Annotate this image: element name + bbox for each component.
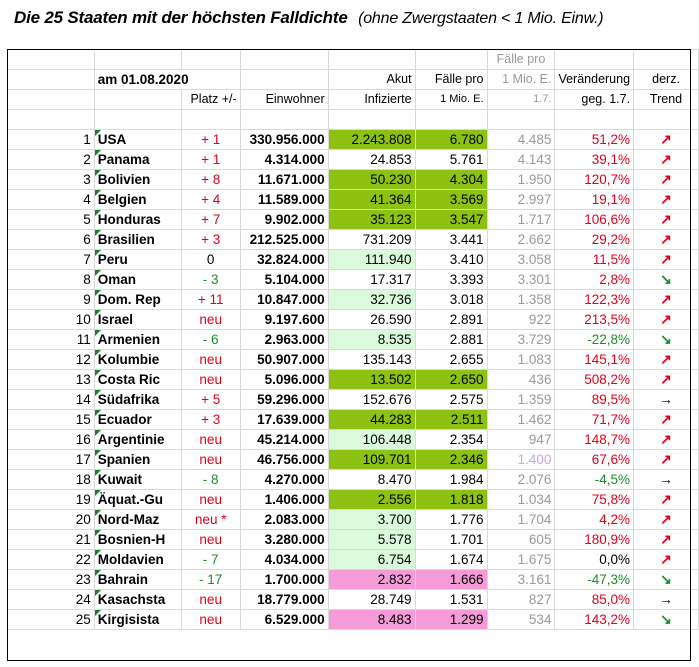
active-cases-cell: 135.143	[328, 350, 415, 370]
cases-per-million-cell: 5.761	[415, 150, 487, 170]
previous-cases-cell: 1.083	[487, 350, 555, 370]
rank-change-cell: - 6	[181, 330, 240, 350]
population-cell: 5.096.000	[240, 370, 328, 390]
active-cases-cell: 8.535	[328, 330, 415, 350]
rank-change-cell: neu	[181, 610, 240, 630]
table-row	[8, 530, 699, 550]
active-cases-cell: 8.470	[328, 470, 415, 490]
rank-change-cell: neu *	[181, 510, 240, 530]
rank-change-cell: + 1	[181, 130, 240, 150]
country-cell: Kirgisista	[94, 610, 181, 630]
cases-per-million-cell: 1.776	[415, 510, 487, 530]
cases-per-million-cell: 2.655	[415, 350, 487, 370]
rank-change-cell: + 1	[181, 150, 240, 170]
change-percent-cell: 85,0%	[555, 590, 634, 610]
header-row-2	[8, 70, 699, 90]
change-percent-cell: 180,9%	[555, 530, 634, 550]
table-row	[8, 470, 699, 490]
previous-cases-cell: 1.950	[487, 170, 555, 190]
rank-cell: 3	[8, 170, 95, 190]
previous-cases-cell: 2.076	[487, 470, 555, 490]
title-subtitle: (ohne Zwergstaaten < 1 Mio. Einw.)	[358, 10, 604, 27]
table-row	[8, 210, 699, 230]
header-row-3	[8, 90, 699, 110]
cases-per-million-cell: 4.304	[415, 170, 487, 190]
previous-cases-cell: 2.997	[487, 190, 555, 210]
active-cases-cell: 2.832	[328, 570, 415, 590]
rank-cell: 23	[8, 570, 95, 590]
table-row	[8, 390, 699, 410]
change-percent-cell: 120,7%	[555, 170, 634, 190]
previous-cases-cell: 4.485	[487, 130, 555, 150]
change-percent-cell: 213,5%	[555, 310, 634, 330]
rank-cell: 6	[8, 230, 95, 250]
previous-cases-cell: 3.058	[487, 250, 555, 270]
population-cell: 212.525.000	[240, 230, 328, 250]
previous-cases-cell: 1.400	[487, 450, 555, 470]
country-cell: Oman	[94, 270, 181, 290]
previous-cases-cell: 3.301	[487, 270, 555, 290]
active-cases-cell: 111.940	[328, 250, 415, 270]
active-cases-cell: 17.317	[328, 270, 415, 290]
population-cell: 50.907.000	[240, 350, 328, 370]
change-percent-cell: 145,1%	[555, 350, 634, 370]
rank-cell: 20	[8, 510, 95, 530]
trend-arrow-icon: ↗	[634, 150, 699, 170]
rank-change-cell: - 3	[181, 270, 240, 290]
country-cell: Costa Ric	[94, 370, 181, 390]
cases-per-million-cell: 3.410	[415, 250, 487, 270]
trend-arrow-icon: ↗	[634, 170, 699, 190]
table-row	[8, 250, 699, 270]
table-row	[8, 130, 699, 150]
country-cell: Kolumbie	[94, 350, 181, 370]
trend-arrow-icon: ↗	[634, 450, 699, 470]
rank-cell: 4	[8, 190, 95, 210]
trend-arrow-icon: ↗	[634, 350, 699, 370]
population-cell: 1.700.000	[240, 570, 328, 590]
country-cell: Armenien	[94, 330, 181, 350]
active-cases-cell: 13.502	[328, 370, 415, 390]
trend-arrow-icon: ↗	[634, 210, 699, 230]
country-cell: Bahrain	[94, 570, 181, 590]
trend-arrow-icon: ↗	[634, 230, 699, 250]
population-cell: 330.956.000	[240, 130, 328, 150]
header-faelle: Fälle pro	[415, 70, 487, 90]
rank-change-cell: + 11	[181, 290, 240, 310]
cases-per-million-cell: 1.531	[415, 590, 487, 610]
rank-change-cell: - 17	[181, 570, 240, 590]
country-cell: Kuwait	[94, 470, 181, 490]
rank-cell: 18	[8, 470, 95, 490]
population-cell: 59.296.000	[240, 390, 328, 410]
rank-cell: 1	[8, 130, 95, 150]
rank-cell: 24	[8, 590, 95, 610]
population-cell: 11.589.000	[240, 190, 328, 210]
population-cell: 4.270.000	[240, 470, 328, 490]
title-main: Die 25 Staaten mit der höchsten Falldichte	[14, 8, 348, 27]
rank-change-cell: + 3	[181, 230, 240, 250]
rank-cell: 7	[8, 250, 95, 270]
change-percent-cell: 2,8%	[555, 270, 634, 290]
rank-change-cell: + 3	[181, 410, 240, 430]
header-einwohner: Einwohner	[240, 90, 328, 110]
spacer-row	[8, 110, 699, 130]
rank-change-cell: neu	[181, 370, 240, 390]
table-row	[8, 490, 699, 510]
table-row	[8, 510, 699, 530]
header-platz: Platz +/-	[181, 90, 240, 110]
trend-arrow-icon: →	[634, 470, 699, 490]
previous-cases-cell: 947	[487, 430, 555, 450]
trend-arrow-icon: ↘	[634, 570, 699, 590]
active-cases-cell: 106.448	[328, 430, 415, 450]
population-cell: 32.824.000	[240, 250, 328, 270]
previous-cases-cell: 534	[487, 610, 555, 630]
population-cell: 4.314.000	[240, 150, 328, 170]
country-cell: Bolivien	[94, 170, 181, 190]
rank-change-cell: - 7	[181, 550, 240, 570]
table-row	[8, 230, 699, 250]
table-row	[8, 350, 699, 370]
population-cell: 2.083.000	[240, 510, 328, 530]
header-trend-2: Trend	[634, 90, 699, 110]
previous-cases-cell: 1.704	[487, 510, 555, 530]
active-cases-cell: 26.590	[328, 310, 415, 330]
change-percent-cell: -4,5%	[555, 470, 634, 490]
country-cell: Honduras	[94, 210, 181, 230]
cases-per-million-cell: 3.018	[415, 290, 487, 310]
previous-cases-cell: 3.161	[487, 570, 555, 590]
rank-cell: 8	[8, 270, 95, 290]
active-cases-cell: 2.243.808	[328, 130, 415, 150]
change-percent-cell: 75,8%	[555, 490, 634, 510]
table-row	[8, 310, 699, 330]
previous-cases-cell: 1.034	[487, 490, 555, 510]
population-cell: 18.779.000	[240, 590, 328, 610]
active-cases-cell: 3.700	[328, 510, 415, 530]
table-row	[8, 590, 699, 610]
country-cell: Südafrika	[94, 390, 181, 410]
previous-cases-cell: 436	[487, 370, 555, 390]
trend-arrow-icon: ↘	[634, 270, 699, 290]
trend-arrow-icon: ↗	[634, 290, 699, 310]
rank-change-cell: - 8	[181, 470, 240, 490]
change-percent-cell: 508,2%	[555, 370, 634, 390]
case-density-table	[7, 49, 699, 630]
previous-cases-cell: 1.462	[487, 410, 555, 430]
cases-per-million-cell: 2.881	[415, 330, 487, 350]
previous-cases-cell: 3.729	[487, 330, 555, 350]
table-row	[8, 290, 699, 310]
header-prev-date: 1.7.	[487, 90, 555, 110]
header-prev-2: 1 Mio. E.	[487, 70, 555, 90]
cases-per-million-cell: 1.701	[415, 530, 487, 550]
header-geg: geg. 1.7.	[555, 90, 634, 110]
active-cases-cell: 41.364	[328, 190, 415, 210]
rank-cell: 15	[8, 410, 95, 430]
change-percent-cell: 39,1%	[555, 150, 634, 170]
trend-arrow-icon: ↗	[634, 310, 699, 330]
rank-change-cell: + 8	[181, 170, 240, 190]
rank-change-cell: + 7	[181, 210, 240, 230]
active-cases-cell: 152.676	[328, 390, 415, 410]
population-cell: 46.756.000	[240, 450, 328, 470]
rank-change-cell: neu	[181, 430, 240, 450]
rank-cell: 13	[8, 370, 95, 390]
rank-change-cell: 0	[181, 250, 240, 270]
change-percent-cell: 4,2%	[555, 510, 634, 530]
cases-per-million-cell: 2.891	[415, 310, 487, 330]
rank-cell: 17	[8, 450, 95, 470]
rank-cell: 22	[8, 550, 95, 570]
change-percent-cell: 29,2%	[555, 230, 634, 250]
rank-cell: 19	[8, 490, 95, 510]
change-percent-cell: 51,2%	[555, 130, 634, 150]
cases-per-million-cell: 3.547	[415, 210, 487, 230]
previous-cases-cell: 922	[487, 310, 555, 330]
country-cell: Belgien	[94, 190, 181, 210]
table-row	[8, 190, 699, 210]
trend-arrow-icon: ↗	[634, 510, 699, 530]
table-row	[8, 550, 699, 570]
table-row	[8, 270, 699, 290]
active-cases-cell: 24.853	[328, 150, 415, 170]
country-cell: Argentinie	[94, 430, 181, 450]
population-cell: 9.197.600	[240, 310, 328, 330]
active-cases-cell: 731.209	[328, 230, 415, 250]
trend-arrow-icon: ↗	[634, 250, 699, 270]
trend-arrow-icon: ↗	[634, 370, 699, 390]
rank-cell: 14	[8, 390, 95, 410]
previous-cases-cell: 2.662	[487, 230, 555, 250]
change-percent-cell: 106,6%	[555, 210, 634, 230]
country-cell: Brasilien	[94, 230, 181, 250]
rank-change-cell: neu	[181, 310, 240, 330]
rank-change-cell: neu	[181, 530, 240, 550]
table-row	[8, 330, 699, 350]
population-cell: 5.104.000	[240, 270, 328, 290]
cases-per-million-cell: 2.511	[415, 410, 487, 430]
rank-change-cell: + 4	[181, 190, 240, 210]
country-cell: Dom. Rep	[94, 290, 181, 310]
population-cell: 3.280.000	[240, 530, 328, 550]
rank-change-cell: + 5	[181, 390, 240, 410]
cases-per-million-cell: 2.346	[415, 450, 487, 470]
change-percent-cell: 89,5%	[555, 390, 634, 410]
trend-arrow-icon: ↗	[634, 550, 699, 570]
active-cases-cell: 28.749	[328, 590, 415, 610]
table-row	[8, 410, 699, 430]
header-per-million: 1 Mio. E.	[415, 90, 487, 110]
sheet-title	[14, 8, 603, 28]
active-cases-cell: 6.754	[328, 550, 415, 570]
rank-change-cell: neu	[181, 590, 240, 610]
table-row	[8, 150, 699, 170]
rank-cell: 2	[8, 150, 95, 170]
rank-change-cell: neu	[181, 490, 240, 510]
header-trend-1: derz.	[634, 70, 699, 90]
rank-cell: 25	[8, 610, 95, 630]
country-cell: Spanien	[94, 450, 181, 470]
cases-per-million-cell: 2.354	[415, 430, 487, 450]
country-cell: Israel	[94, 310, 181, 330]
active-cases-cell: 8.483	[328, 610, 415, 630]
rank-cell: 10	[8, 310, 95, 330]
previous-cases-cell: 1.675	[487, 550, 555, 570]
cases-per-million-cell: 2.575	[415, 390, 487, 410]
change-percent-cell: 0,0%	[555, 550, 634, 570]
population-cell: 9.902.000	[240, 210, 328, 230]
cases-per-million-cell: 1.984	[415, 470, 487, 490]
trend-arrow-icon: ↗	[634, 130, 699, 150]
rank-cell: 5	[8, 210, 95, 230]
population-cell: 45.214.000	[240, 430, 328, 450]
cases-per-million-cell: 1.818	[415, 490, 487, 510]
trend-arrow-icon: →	[634, 390, 699, 410]
country-cell: Bosnien-H	[94, 530, 181, 550]
cases-per-million-cell: 1.666	[415, 570, 487, 590]
active-cases-cell: 2.556	[328, 490, 415, 510]
rank-cell: 21	[8, 530, 95, 550]
country-cell: USA	[94, 130, 181, 150]
cases-per-million-cell: 3.569	[415, 190, 487, 210]
header-infizierte: Infizierte	[328, 90, 415, 110]
cases-per-million-cell: 1.299	[415, 610, 487, 630]
cases-per-million-cell: 3.441	[415, 230, 487, 250]
change-percent-cell: -47,3%	[555, 570, 634, 590]
active-cases-cell: 50.230	[328, 170, 415, 190]
rank-change-cell: neu	[181, 350, 240, 370]
table-row	[8, 570, 699, 590]
header-veraenderung: Veränderung	[555, 70, 634, 90]
trend-arrow-icon: ↗	[634, 530, 699, 550]
previous-cases-cell: 605	[487, 530, 555, 550]
previous-cases-cell: 1.358	[487, 290, 555, 310]
population-cell: 10.847.000	[240, 290, 328, 310]
trend-arrow-icon: →	[634, 590, 699, 610]
active-cases-cell: 35.123	[328, 210, 415, 230]
previous-cases-cell: 1.359	[487, 390, 555, 410]
cases-per-million-cell: 1.674	[415, 550, 487, 570]
previous-cases-cell: 1.717	[487, 210, 555, 230]
population-cell: 17.639.000	[240, 410, 328, 430]
header-akut: Akut	[328, 70, 415, 90]
rank-cell: 11	[8, 330, 95, 350]
header-row-1	[8, 50, 699, 70]
change-percent-cell: 148,7%	[555, 430, 634, 450]
change-percent-cell: 11,5%	[555, 250, 634, 270]
previous-cases-cell: 827	[487, 590, 555, 610]
country-cell: Äquat.-Gu	[94, 490, 181, 510]
cases-per-million-cell: 6.780	[415, 130, 487, 150]
rank-cell: 16	[8, 430, 95, 450]
population-cell: 2.963.000	[240, 330, 328, 350]
trend-arrow-icon: ↗	[634, 430, 699, 450]
change-percent-cell: 67,6%	[555, 450, 634, 470]
table-row	[8, 430, 699, 450]
table-row	[8, 610, 699, 630]
table-row	[8, 370, 699, 390]
cases-per-million-cell: 3.393	[415, 270, 487, 290]
previous-cases-cell: 4.143	[487, 150, 555, 170]
population-cell: 11.671.000	[240, 170, 328, 190]
change-percent-cell: -22,8%	[555, 330, 634, 350]
trend-arrow-icon: ↗	[634, 410, 699, 430]
country-cell: Panama	[94, 150, 181, 170]
active-cases-cell: 109.701	[328, 450, 415, 470]
country-cell: Nord-Maz	[94, 510, 181, 530]
rank-cell: 12	[8, 350, 95, 370]
active-cases-cell: 44.283	[328, 410, 415, 430]
country-cell: Ecuador	[94, 410, 181, 430]
rank-change-cell: neu	[181, 450, 240, 470]
country-cell: Kasachsta	[94, 590, 181, 610]
population-cell: 1.406.000	[240, 490, 328, 510]
change-percent-cell: 143,2%	[555, 610, 634, 630]
active-cases-cell: 32.736	[328, 290, 415, 310]
table-row	[8, 170, 699, 190]
cases-per-million-cell: 2.650	[415, 370, 487, 390]
change-percent-cell: 19,1%	[555, 190, 634, 210]
header-date: am 01.08.2020	[94, 70, 240, 90]
active-cases-cell: 5.578	[328, 530, 415, 550]
rank-cell: 9	[8, 290, 95, 310]
header-prev-1: Fälle pro	[487, 50, 555, 70]
table-row	[8, 450, 699, 470]
trend-arrow-icon: ↗	[634, 190, 699, 210]
population-cell: 6.529.000	[240, 610, 328, 630]
change-percent-cell: 122,3%	[555, 290, 634, 310]
trend-arrow-icon: ↘	[634, 610, 699, 630]
population-cell: 4.034.000	[240, 550, 328, 570]
country-cell: Moldavien	[94, 550, 181, 570]
country-cell: Peru	[94, 250, 181, 270]
change-percent-cell: 71,7%	[555, 410, 634, 430]
trend-arrow-icon: ↗	[634, 490, 699, 510]
trend-arrow-icon: ↘	[634, 330, 699, 350]
